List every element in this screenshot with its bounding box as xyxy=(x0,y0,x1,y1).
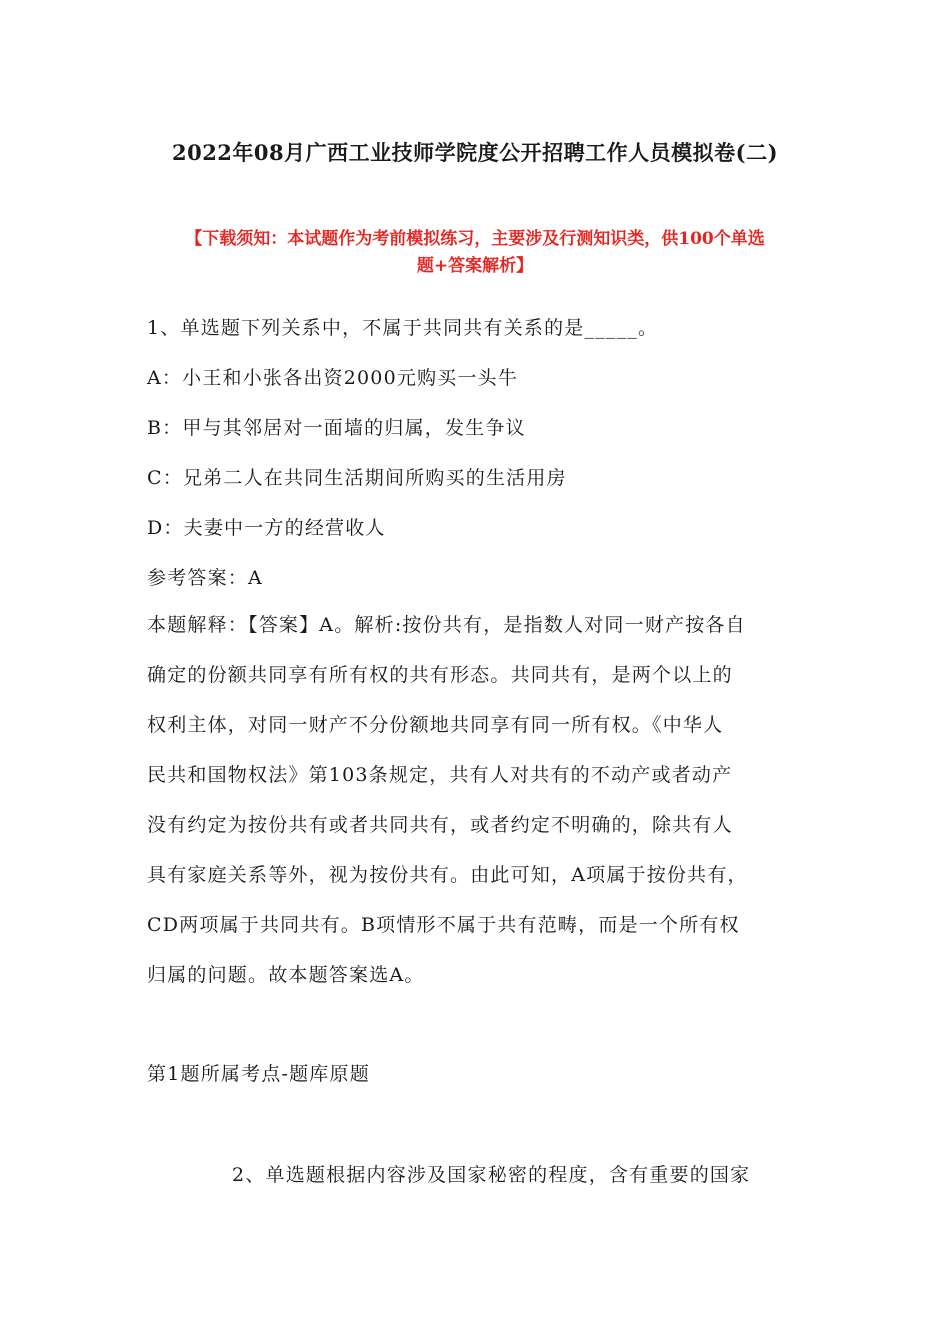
explanation-line: CD两项属于共同共有。B项情形不属于共有范畴，而是一个所有权 xyxy=(147,914,740,936)
document-title: 2022年08月广西工业技师学院度公开招聘工作人员模拟卷(二) xyxy=(171,140,779,165)
question-1-option-b: B：甲与其邻居对一面墙的归属，发生争议 xyxy=(147,417,526,439)
question-2-stem: 2、单选题根据内容涉及国家秘密的程度，含有重要的国家 xyxy=(232,1164,751,1186)
explanation-line: 确定的份额共同享有所有权的共有形态。共同共有，是两个以上的 xyxy=(147,664,733,686)
explanation-line: 权利主体，对同一财产不分份额地共同享有同一所有权。《中华人 xyxy=(147,714,724,736)
question-1-answer: 参考答案：A xyxy=(147,567,263,589)
explanation-line: 归属的问题。故本题答案选A。 xyxy=(147,964,425,986)
question-1-option-a: A：小王和小张各出资2000元购买一头牛 xyxy=(147,367,519,389)
question-1-option-d: D：夫妻中一方的经营收人 xyxy=(147,517,386,539)
notice-line-1: 【下载须知：本试题作为考前模拟练习，主要涉及行测知识类，供100个单选 xyxy=(185,229,765,249)
question-1-explanation xyxy=(147,607,748,1007)
explanation-line: 民共和国物权法》第103条规定，共有人对共有的不动产或者动产 xyxy=(147,764,733,786)
question-1-stem: 1、单选题下列关系中，不属于共同共有关系的是_____。 xyxy=(147,317,659,339)
question-1-category: 第1题所属考点-题库原题 xyxy=(147,1063,370,1085)
explanation-line: 没有约定为按份共有或者共同共有，或者约定不明确的，除共有人 xyxy=(147,814,733,836)
download-notice xyxy=(138,226,812,280)
explanation-line: 本题解释：【答案】A。解析:按份共有，是指数人对同一财产按各自 xyxy=(147,614,746,636)
question-1-option-c: C：兄弟二人在共同生活期间所购买的生活用房 xyxy=(147,467,567,489)
notice-line-2: 题+答案解析】 xyxy=(416,256,534,276)
explanation-line: 具有家庭关系等外，视为按份共有。由此可知，A项属于按份共有， xyxy=(147,864,748,886)
